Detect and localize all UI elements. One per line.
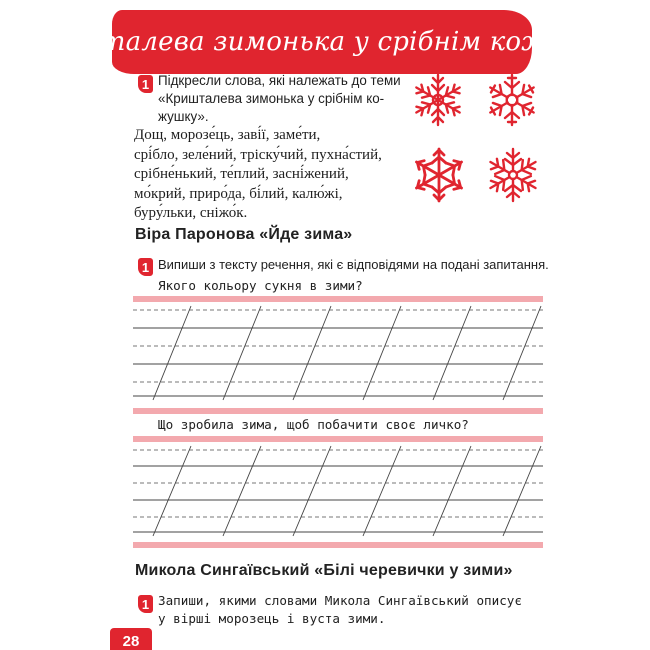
question-1: Якого кольору сукня в зими?: [158, 278, 363, 293]
writing-area-1[interactable]: [133, 296, 543, 414]
work-title: «Йде зима»: [259, 226, 353, 243]
task3-instruction: [158, 592, 548, 628]
author-name: Віра Паронова: [135, 226, 255, 243]
work-title: «Білі черевички у зими»: [314, 562, 513, 579]
task2-instruction: Випиши з тексту речення, які є відповідями на подані запитання.: [158, 257, 549, 272]
page-number: 28: [110, 628, 152, 650]
word-list-line[interactable]: мо́крий, приро́да, бі́лий, калю́жі,: [134, 185, 343, 202]
snowflake-icon: [484, 146, 542, 204]
writing-area-2[interactable]: [133, 436, 543, 548]
section-heading: [135, 226, 352, 244]
word-list-line[interactable]: срібне́нький, те́плий, засні́жений,: [134, 166, 349, 183]
task-number-badge: 1: [138, 258, 153, 276]
instruction-line: жушку».: [158, 109, 209, 124]
task-number-badge: 1: [138, 595, 153, 613]
word-list[interactable]: [134, 126, 404, 224]
question-2: Що зробила зима, щоб побачити своє личко?: [158, 417, 469, 432]
task-number-badge: 1: [138, 75, 153, 93]
snowflake-icon: [410, 72, 466, 128]
task1-instruction: [158, 72, 418, 126]
section-heading: [135, 562, 513, 580]
snowflake-icon: [410, 146, 468, 204]
title-banner: [21, 10, 623, 74]
author-name: Микола Сингаївський: [135, 562, 310, 579]
page-title: Кришталева зимонька у срібнім кожушку: [21, 27, 623, 57]
instruction-line: «Кришталева зимонька у срібнім ко-: [158, 91, 385, 106]
instruction-line: Підкресли слова, які належать до теми: [158, 73, 401, 88]
instruction-line: Запиши, якими словами Микола Сингаївський описує: [158, 593, 522, 608]
snowflake-icon: [484, 72, 540, 128]
word-list-line[interactable]: буру́льки, сніжо́к.: [134, 205, 248, 222]
word-list-line[interactable]: срі́бло, зеле́ний, тріску́чий, пухна́стий,: [134, 146, 382, 163]
instruction-line: у вірші морозець і вуста зими.: [158, 611, 386, 626]
word-list-line[interactable]: Дощ, морозе́ць, заві́ї, заме́ти,: [134, 127, 321, 143]
